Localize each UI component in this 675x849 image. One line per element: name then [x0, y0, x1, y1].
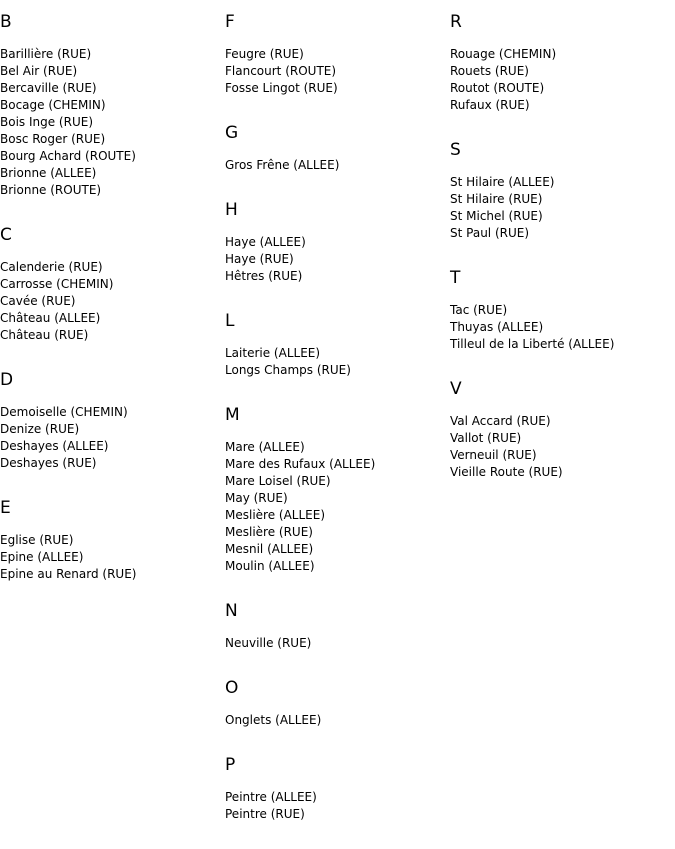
street-entry: Rufaux (RUE) — [450, 98, 530, 112]
street-entry: St Paul (RUE) — [450, 226, 530, 240]
letter-heading: N — [225, 601, 238, 621]
street-list — [225, 439, 450, 575]
street-entry: Epine (ALLEE) — [0, 550, 84, 564]
letter-heading: R — [450, 12, 462, 32]
letter-group — [450, 12, 675, 114]
letter-group — [225, 12, 450, 97]
street-entry: Hêtres (RUE) — [225, 269, 303, 283]
letter-heading: E — [0, 498, 11, 518]
street-entry: Gros Frêne (ALLEE) — [225, 158, 340, 172]
letter-heading: S — [450, 140, 461, 160]
index-column — [225, 12, 450, 849]
street-entry: Neuville (RUE) — [225, 636, 312, 650]
letter-heading: H — [225, 200, 238, 220]
letter-group — [225, 123, 450, 174]
street-list — [225, 635, 450, 652]
index-column — [450, 12, 675, 507]
letter-group — [225, 601, 450, 652]
street-entry: Eglise (RUE) — [0, 533, 74, 547]
street-entry: Rouets (RUE) — [450, 64, 529, 78]
street-list — [0, 532, 225, 583]
street-entry: Routot (ROUTE) — [450, 81, 545, 95]
letter-group — [225, 311, 450, 379]
letter-group — [450, 268, 675, 353]
street-list — [225, 789, 450, 823]
letter-heading: B — [0, 12, 12, 32]
street-entry: Fosse Lingot (RUE) — [225, 81, 338, 95]
street-entry: Bourg Achard (ROUTE) — [0, 149, 136, 163]
street-list — [225, 345, 450, 379]
street-entry: Meslière (ALLEE) — [225, 508, 326, 522]
index-column — [0, 12, 225, 609]
street-entry: Peintre (RUE) — [225, 807, 305, 821]
street-entry: Brionne (ALLEE) — [0, 166, 97, 180]
street-entry: Thuyas (ALLEE) — [450, 320, 544, 334]
street-entry: Carrosse (CHEMIN) — [0, 277, 114, 291]
letter-heading: V — [450, 379, 462, 399]
street-entry: Verneuil (RUE) — [450, 448, 537, 462]
letter-heading: C — [0, 225, 12, 245]
street-entry: Brionne (ROUTE) — [0, 183, 102, 197]
street-entry: May (RUE) — [225, 491, 288, 505]
street-list — [0, 259, 225, 344]
street-entry: Moulin (ALLEE) — [225, 559, 315, 573]
street-entry: St Michel (RUE) — [450, 209, 543, 223]
letter-group — [450, 140, 675, 242]
letter-heading: D — [0, 370, 14, 390]
street-list — [0, 404, 225, 472]
letter-group — [225, 678, 450, 729]
street-list — [450, 174, 675, 242]
street-entry: Peintre (ALLEE) — [225, 790, 317, 804]
street-entry: St Hilaire (ALLEE) — [450, 175, 555, 189]
street-list — [225, 157, 450, 174]
street-list — [225, 712, 450, 729]
letter-group — [0, 498, 225, 583]
street-entry: Haye (RUE) — [225, 252, 294, 266]
street-entry: Tilleul de la Liberté (ALLEE) — [450, 337, 615, 351]
letter-group — [225, 755, 450, 823]
street-entry: Flancourt (ROUTE) — [225, 64, 337, 78]
street-entry: Denize (RUE) — [0, 422, 80, 436]
street-entry: Barillière (RUE) — [0, 47, 92, 61]
street-entry: Feugre (RUE) — [225, 47, 304, 61]
letter-group — [225, 200, 450, 285]
letter-group — [225, 405, 450, 575]
street-entry: Mare Loisel (RUE) — [225, 474, 331, 488]
letter-heading: T — [450, 268, 461, 288]
letter-heading: O — [225, 678, 239, 698]
street-entry: St Hilaire (RUE) — [450, 192, 543, 206]
street-entry: Bois Inge (RUE) — [0, 115, 93, 129]
street-entry: Vallot (RUE) — [450, 431, 522, 445]
street-entry: Mesnil (ALLEE) — [225, 542, 314, 556]
letter-heading: L — [225, 311, 235, 331]
street-entry: Château (RUE) — [0, 328, 89, 342]
street-entry: Deshayes (ALLEE) — [0, 439, 109, 453]
letter-heading: G — [225, 123, 239, 143]
street-list — [225, 234, 450, 285]
street-entry: Bercaville (RUE) — [0, 81, 97, 95]
letter-heading: P — [225, 755, 236, 775]
street-list — [450, 302, 675, 353]
street-entry: Bel Air (RUE) — [0, 64, 78, 78]
street-entry: Onglets (ALLEE) — [225, 713, 322, 727]
street-entry: Vieille Route (RUE) — [450, 465, 563, 479]
street-entry: Deshayes (RUE) — [0, 456, 97, 470]
street-entry: Château (ALLEE) — [0, 311, 101, 325]
street-entry: Epine au Renard (RUE) — [0, 567, 137, 581]
street-entry: Demoiselle (CHEMIN) — [0, 405, 128, 419]
letter-heading: M — [225, 405, 240, 425]
letter-heading: F — [225, 12, 235, 32]
street-entry: Laiterie (ALLEE) — [225, 346, 321, 360]
street-entry: Val Accard (RUE) — [450, 414, 551, 428]
street-entry: Longs Champs (RUE) — [225, 363, 351, 377]
letter-group — [0, 370, 225, 472]
street-entry: Haye (ALLEE) — [225, 235, 306, 249]
street-entry: Bocage (CHEMIN) — [0, 98, 106, 112]
street-list — [225, 46, 450, 97]
street-entry: Rouage (CHEMIN) — [450, 47, 557, 61]
street-entry: Bosc Roger (RUE) — [0, 132, 106, 146]
letter-group — [0, 225, 225, 344]
street-entry: Calenderie (RUE) — [0, 260, 103, 274]
street-list — [450, 46, 675, 114]
letter-group — [0, 12, 225, 199]
street-entry: Mare des Rufaux (ALLEE) — [225, 457, 376, 471]
street-entry: Meslière (RUE) — [225, 525, 313, 539]
street-list — [0, 46, 225, 199]
street-entry: Cavée (RUE) — [0, 294, 76, 308]
street-list — [450, 413, 675, 481]
street-entry: Mare (ALLEE) — [225, 440, 305, 454]
street-entry: Tac (RUE) — [450, 303, 508, 317]
letter-group — [450, 379, 675, 481]
